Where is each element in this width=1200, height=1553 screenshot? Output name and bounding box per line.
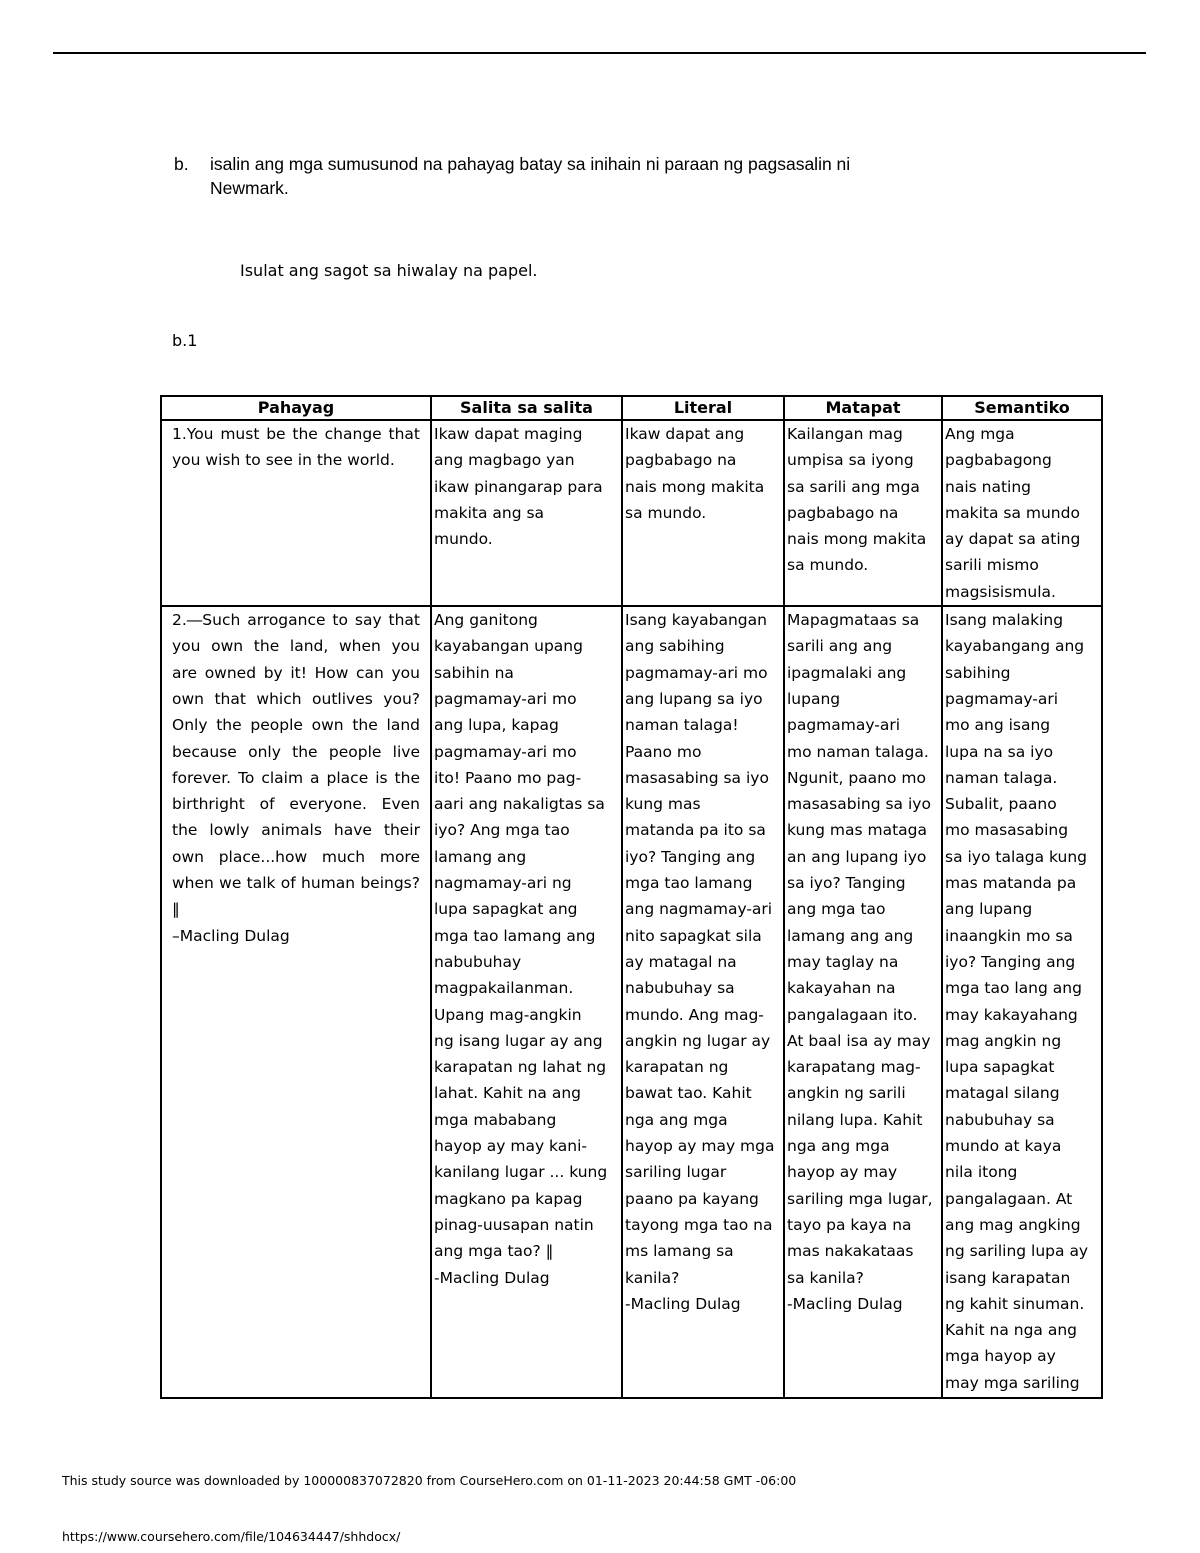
header-pahayag: Pahayag bbox=[161, 396, 431, 420]
table-header-row bbox=[161, 396, 1102, 420]
header-salita-sa-salita: Salita sa salita bbox=[431, 396, 622, 420]
table-row bbox=[161, 606, 1102, 1398]
download-notice: This study source was downloaded by 100000837072820 from CourseHero.com on 01-11-2023 20:44:58 GMT -06:00 bbox=[62, 1473, 797, 1488]
answer-note: Isulat ang sagot sa hiwalay na papel. bbox=[240, 261, 538, 280]
cell-semantiko: Isang malaking kayabangang ang sabihing pagmamay-ari mo ang isang lupa na sa iyo naman talaga. Subalit, paano mo masasabing sa iyo talaga kung mas matanda pa ang lupang inaangkin mo sa iyo? Tanging ang mga tao lang ang may kakayahang mag angkin ng lupa sapagkat matagal silang nabubuhay sa mundo at kaya nila itong pangalagaan. At ang mag angking ng sariling lupa ay isang karapatan ng kahit sinuman. Kahit na nga ang mga hayop ay may mga sariling bbox=[942, 606, 1102, 1398]
cell-pahayag: 2.―Such arrogance to say that you own the land, when you are owned by it! How can you own that which outlives you? Only the people own the land because only the people live forever. To claim a place is the birthright of everyone. Even the lowly animals have their own place...how much more when we talk of human beings?‖ –Macling Dulag bbox=[161, 606, 431, 1398]
cell-salita-sa-salita: Ang ganitong kayabangan upang sabihin na pagmamay-ari mo ang lupa, kapag pagmamay-ari mo ito! Paano mo pag- aari ang nakaligtas sa iyo? Ang mga tao lamang ang nagmamay-ari ng lupa sapagkat ang mga tao lamang ang nabubuhay magpakailanman. Upang mag-angkin ng isang lugar ay ang karapatan ng lahat ng lahat. Kahit na ang mga mababang hayop ay may kani- kanilang lugar ... kung magkano pa kapag pinag-uusapan natin ang mga tao? ‖ -Macling Dulag bbox=[431, 606, 622, 1398]
cell-literal: Ikaw dapat ang pagbabago na nais mong makita sa mundo. bbox=[622, 420, 784, 606]
header-semantiko: Semantiko bbox=[942, 396, 1102, 420]
header-literal: Literal bbox=[622, 396, 784, 420]
header-matapat: Matapat bbox=[784, 396, 942, 420]
instruction-marker: b. bbox=[174, 154, 189, 174]
cell-literal: Isang kayabangan ang sabihing pagmamay-ari mo ang lupang sa iyo naman talaga! Paano mo masasabing sa iyo kung mas matanda pa ito sa iyo? Tanging ang mga tao lamang ang nagmamay-ari nito sapagkat sila ay matagal na nabubuhay sa mundo. Ang mag- angkin ng lugar ay karapatan ng bawat tao. Kahit nga ang mga hayop ay may mga sariling lugar paano pa kayang tayong mga tao na ms lamang sa kanila? -Macling Dulag bbox=[622, 606, 784, 1398]
instruction bbox=[174, 152, 894, 200]
source-url[interactable]: https://www.coursehero.com/file/104634447/shhdocx/ bbox=[62, 1529, 401, 1544]
cell-pahayag: 1.You must be the change that you wish to see in the world. bbox=[161, 420, 431, 606]
section-label: b.1 bbox=[172, 331, 198, 350]
cell-salita-sa-salita: Ikaw dapat maging ang magbago yan ikaw pinangarap para makita ang sa mundo. bbox=[431, 420, 622, 606]
cell-matapat: Kailangan mag umpisa sa iyong sa sarili ang mga pagbabago na nais mong makita sa mundo. bbox=[784, 420, 942, 606]
top-divider bbox=[53, 52, 1146, 54]
cell-semantiko: Ang mga pagbabagong nais nating makita sa mundo ay dapat sa ating sarili mismo magsisismula. bbox=[942, 420, 1102, 606]
instruction-text: isalin ang mga sumusunod na pahayag batay sa inihain ni paraan ng pagsasalin ni Newmark. bbox=[210, 154, 851, 198]
cell-matapat: Mapagmataas sa sarili ang ang ipagmalaki ang lupang pagmamay-ari mo naman talaga. Ngunit, paano mo masasabing sa iyo kung mas mataga an ang lupang iyo sa iyo? Tanging ang mga tao lamang ang ang may taglay na kakayahan na pangalagaan ito. At baal isa ay may karapatang mag- angkin ng sarili nilang lupa. Kahit nga ang mga hayop ay may sariling mga lugar, tayo pa kaya na mas nakakataas sa kanila? -Macling Dulag bbox=[784, 606, 942, 1398]
translation-table bbox=[160, 395, 1103, 1399]
table-row bbox=[161, 420, 1102, 606]
